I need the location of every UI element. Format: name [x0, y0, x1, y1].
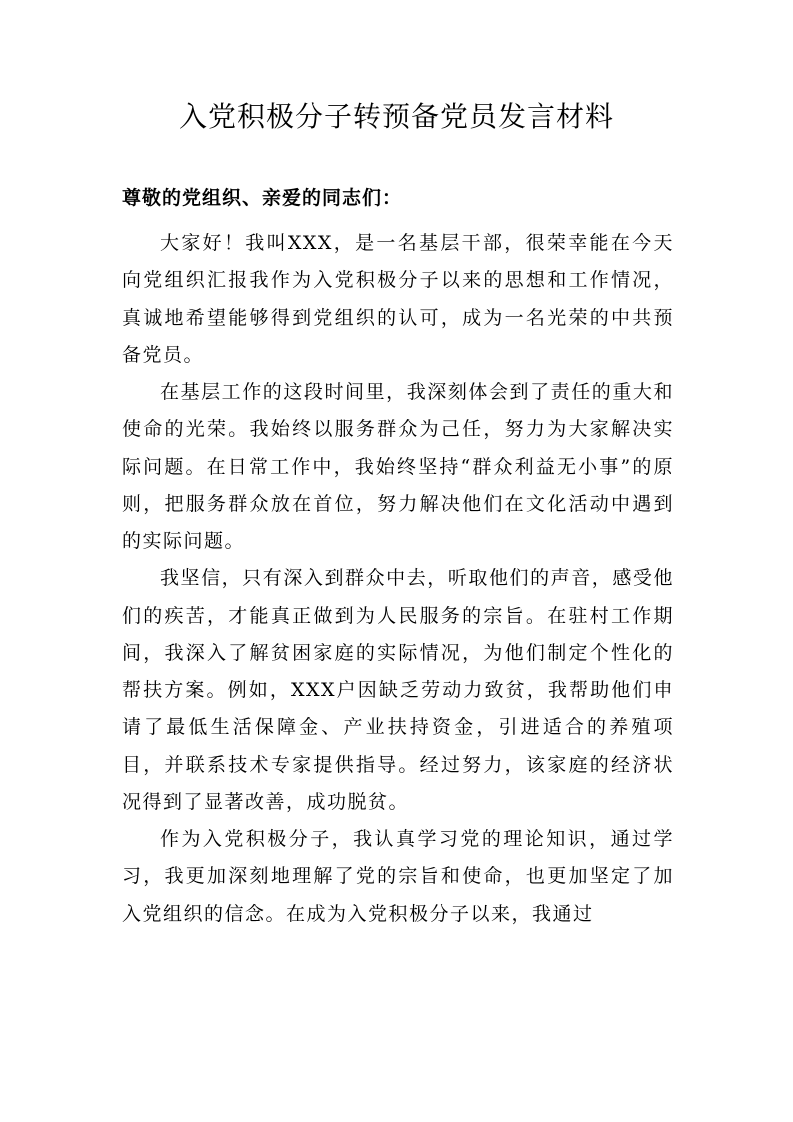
paragraph-4: 作为入党积极分子，我认真学习党的理论知识，通过学习，我更加深刻地理解了党的宗旨和使命，也更加坚定了加入党组织的信念。在成为入党积极分子以来，我通过 — [122, 828, 674, 925]
document-title: 入党积极分子转预备党员发言材料 — [178, 100, 614, 133]
paragraph-2: 在基层工作的这段时间里，我深刻体会到了责任的重大和使命的光荣。我始终以服务群众为己任，努力为大家解决实际问题。在日常工作中，我始终坚持“群众利益无小事”的原则，把服务群众放在首位，努力解决他们在文化活动中遇到的实际问题。 — [122, 381, 674, 552]
paragraph-3: 我坚信，只有深入到群众中去，听取他们的声音，感受他们的疾苦，才能真正做到为人民服务的宗旨。在驻村工作期间，我深入了解贫困家庭的实际情况，为他们制定个性化的帮扶方案。例如，XXX户因缺乏劳动力致贫，我帮助他们申请了最低生活保障金、产业扶持资金，引进适合的养殖项目，并联系技术专家提供指导。经过努力，该家庭的经济状况得到了显著改善，成功脱贫。 — [122, 567, 674, 813]
document-body — [122, 225, 674, 933]
paragraph-1: 大家好！我叫XXX，是一名基层干部，很荣幸能在今天向党组织汇报我作为入党积极分子以来的思想和工作情况，真诚地希望能够得到党组织的认可，成为一名光荣的中共预备党员。 — [122, 232, 674, 366]
salutation: 尊敬的党组织、亲爱的同志们： — [122, 187, 403, 209]
